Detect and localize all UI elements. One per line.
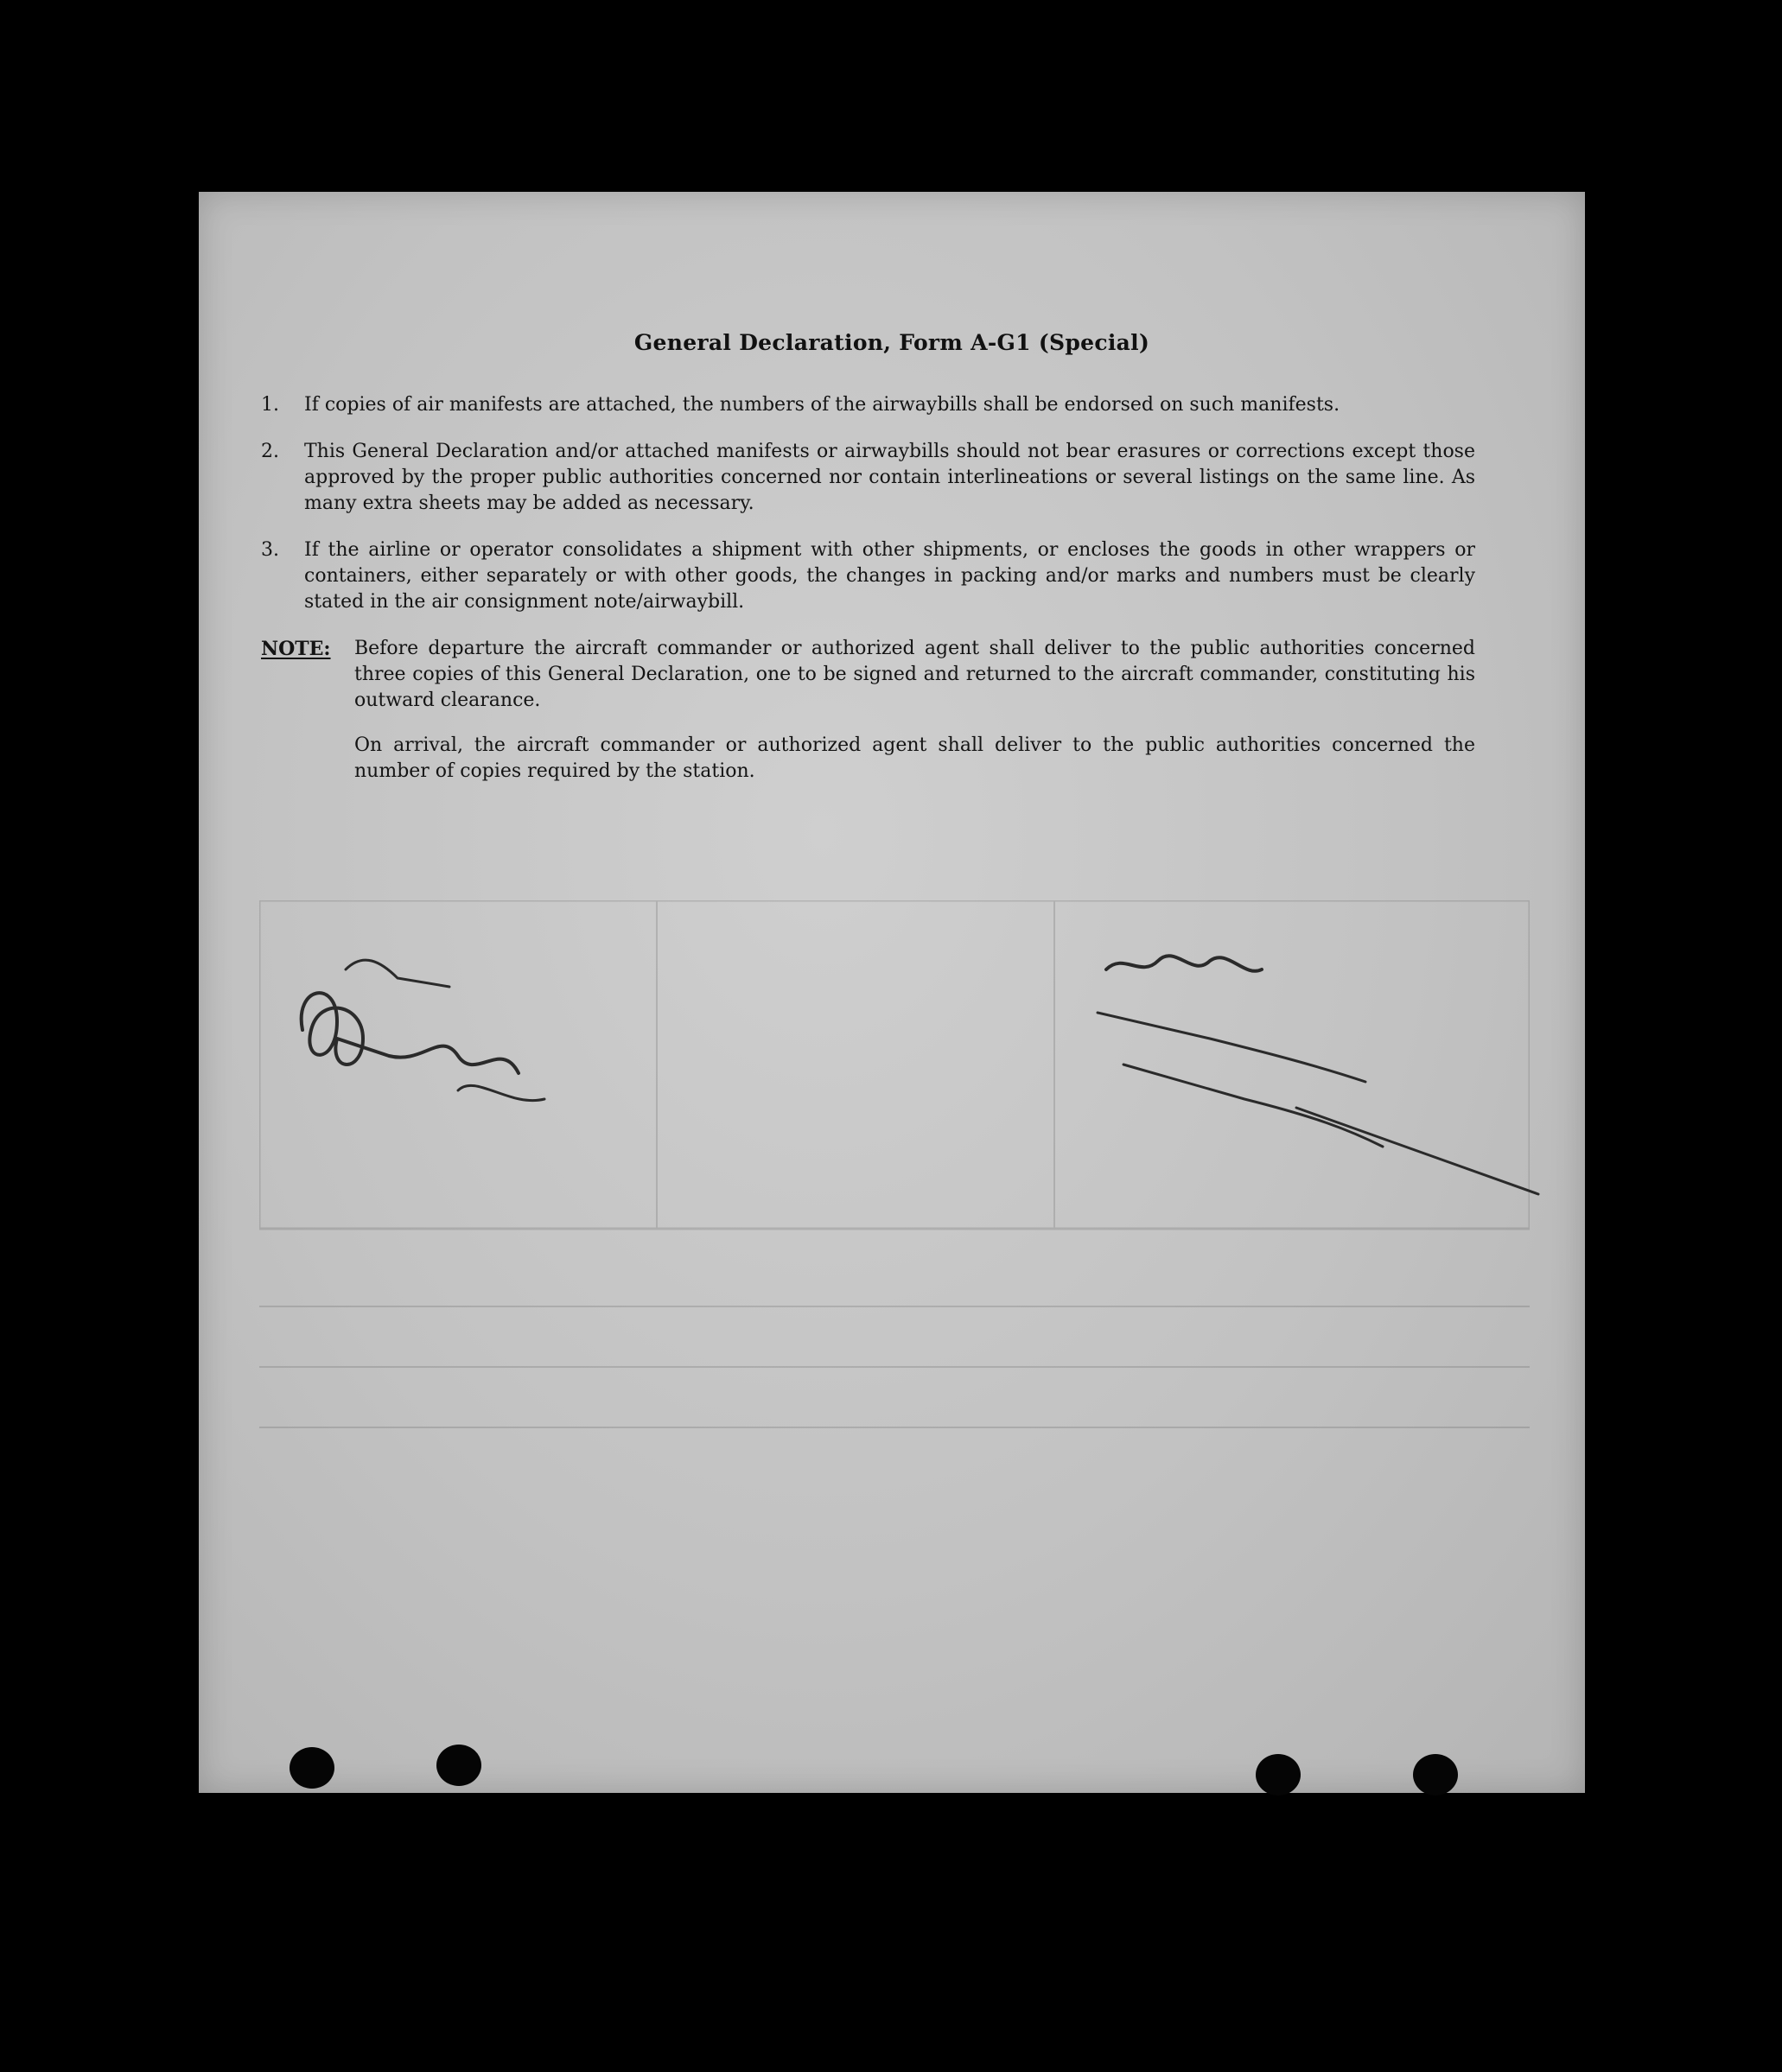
instruction-number: 1. (261, 394, 279, 416)
note-body (354, 636, 1475, 804)
instruction-item (261, 392, 1475, 418)
instruction-text: If the airline or operator consolidates a shipment with other shipments, or encloses the goods in other wrappers or containers, either separately or with other goods, the changes in packing and/or marks and numbers must be clearly stated in the air consignment note/airwaybill. (304, 539, 1475, 613)
handwritten-signature-right (1089, 944, 1573, 1211)
instruction-number: 3. (261, 539, 279, 561)
punch-hole (290, 1747, 334, 1789)
punch-hole (1256, 1754, 1301, 1796)
punch-hole (436, 1745, 481, 1786)
note-paragraph: On arrival, the aircraft commander or authorized agent shall deliver to the public authorities concerned the number of copies required by the station. (354, 734, 1475, 782)
note-label: NOTE: (261, 638, 331, 660)
instruction-number: 2. (261, 441, 279, 462)
instruction-text: This General Declaration and/or attached manifests or airwaybills should not bear erasures or corrections except those approved by the proper public authorities concerned nor contain interlineations or several listings on the same line. As many extra sheets may be added as necessary. (304, 441, 1475, 514)
document-sheet (199, 192, 1585, 1793)
instruction-list (261, 392, 1475, 824)
punch-hole (1413, 1754, 1458, 1796)
instruction-item (261, 537, 1475, 615)
instruction-text: If copies of air manifests are attached, the numbers of the airwaybills shall be endorsed on such manifests. (304, 394, 1340, 416)
handwritten-signature-left (285, 935, 570, 1134)
note-paragraph: Before departure the aircraft commander or authorized agent shall deliver to the public authorities concerned three copies of this General Declaration, one to be signed and returned to the aircraft commander, constituting his outward clearance. (354, 638, 1475, 711)
note-block (261, 636, 1475, 804)
instruction-item (261, 439, 1475, 517)
document-title: General Declaration, Form A-G1 (Special) (633, 330, 1150, 355)
